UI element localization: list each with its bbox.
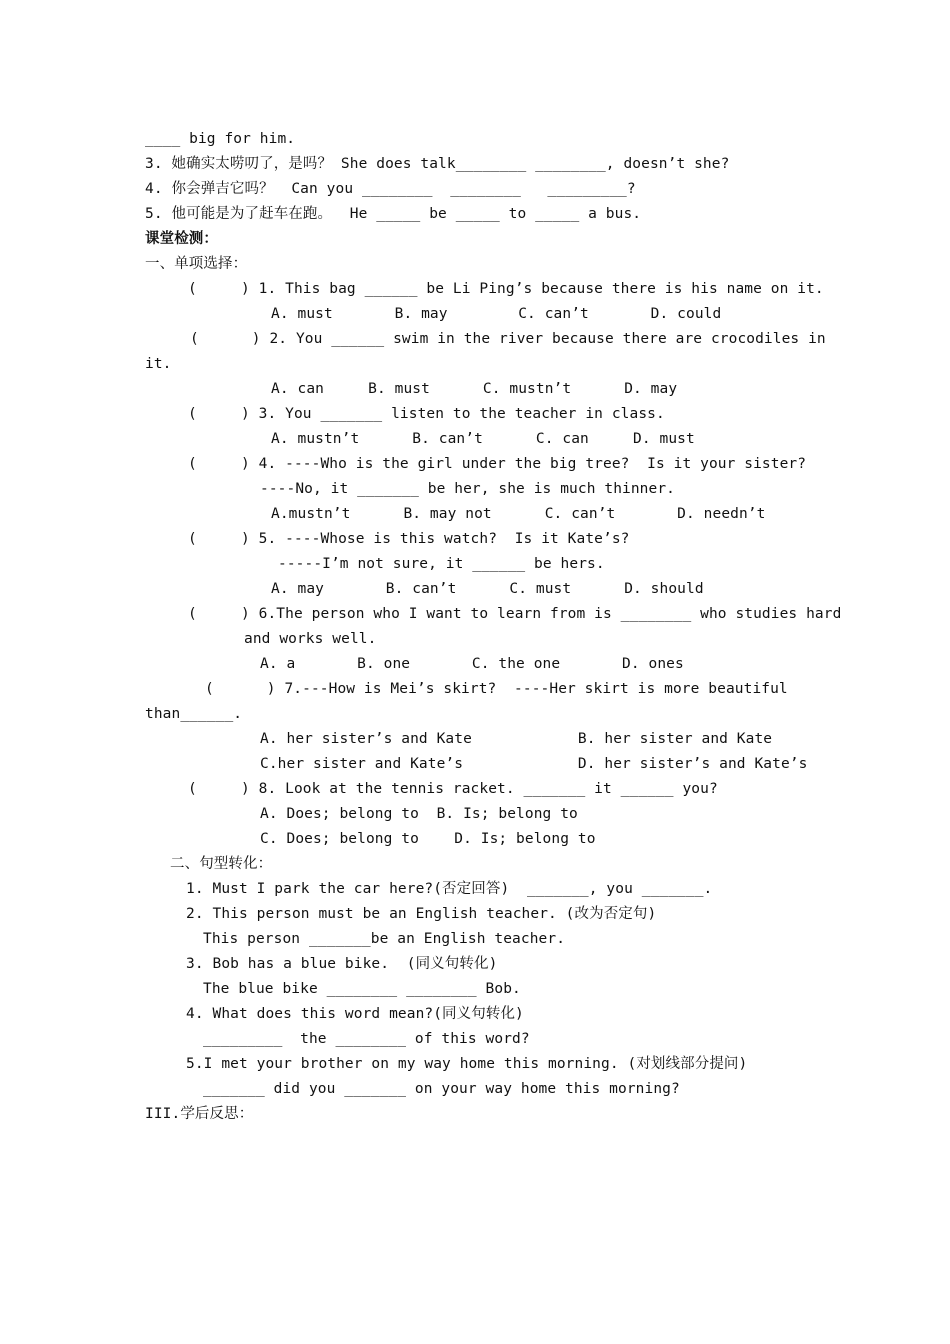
text-line: A. must B. may C. can’t D. could: [271, 306, 722, 322]
text-line: 3. 她确实太唠叨了，是吗？ She does talk________ ________, doesn’t she?: [145, 156, 730, 172]
text-line: ( ) 1. This bag ______ be Li Ping’s because there is his name on it.: [188, 281, 824, 297]
text-line: 3. Bob has a blue bike. (同义句转化): [186, 956, 498, 972]
text-line: ( ) 2. You ______ swim in the river because there are crocodiles in: [190, 331, 826, 347]
text-line: and works well.: [244, 631, 377, 647]
text-line: 课堂检测：: [145, 231, 218, 247]
text-line: 4. What does this word mean?(同义句转化): [186, 1006, 524, 1022]
text-line: A. Does; belong to B. Is; belong to: [260, 806, 578, 822]
text-line: ----No, it _______ be her, she is much thinner.: [260, 481, 675, 497]
text-line: it.: [145, 356, 172, 372]
text-line: C. Does; belong to D. Is; belong to: [260, 831, 596, 847]
text-line: 5. 他可能是为了赶车在跑。 He _____ be _____ to _____ a bus.: [145, 206, 642, 222]
text-line: 2. This person must be an English teacher. (改为否定句): [186, 906, 657, 922]
text-line: _______ did you _______ on your way home this morning?: [203, 1081, 680, 1097]
text-line: C.her sister and Kate’s D. her sister’s and Kate’s: [260, 756, 808, 772]
text-line: 4. 你会弹吉它吗？ Can you ________ ________ _________?: [145, 181, 636, 197]
text-line: 二、句型转化：: [170, 856, 273, 872]
text-line: 1. Must I park the car here?(否定回答) _______, you _______.: [186, 881, 713, 897]
text-line: ( ) 4. ----Who is the girl under the big tree? Is it your sister?: [188, 456, 807, 472]
text-line: -----I’m not sure, it ______ be hers.: [278, 556, 605, 572]
text-line: ( ) 8. Look at the tennis racket. _______ it ______ you?: [188, 781, 718, 797]
text-line: III.学后反思：: [145, 1106, 254, 1122]
text-line: A. her sister’s and Kate B. her sister and Kate: [260, 731, 773, 747]
text-line: 5.I met your brother on my way home this morning. (对划线部分提问): [186, 1056, 748, 1072]
text-line: A. mustn’t B. can’t C. can D. must: [271, 431, 695, 447]
text-line: ( ) 6.The person who I want to learn from is ________ who studies hard: [188, 606, 842, 622]
text-line: _________ the ________ of this word?: [203, 1031, 530, 1047]
text-line: ( ) 3. You _______ listen to the teacher in class.: [188, 406, 665, 422]
text-line: A. can B. must C. mustn’t D. may: [271, 381, 678, 397]
text-line: ( ) 5. ----Whose is this watch? Is it Kate’s?: [188, 531, 630, 547]
text-line: A. a B. one C. the one D. ones: [260, 656, 684, 672]
text-line: The blue bike ________ ________ Bob.: [203, 981, 521, 997]
text-line: ( ) 7.---How is Mei’s skirt? ----Her skirt is more beautiful: [205, 681, 788, 697]
text-line: ____ big for him.: [145, 131, 296, 147]
text-line: A. may B. can’t C. must D. should: [271, 581, 704, 597]
text-line: than______.: [145, 706, 243, 722]
text-line: A.mustn’t B. may not C. can’t D. needn’t: [271, 506, 766, 522]
text-line: 一、单项选择：: [145, 256, 248, 272]
text-line: This person _______be an English teacher.: [203, 931, 566, 947]
